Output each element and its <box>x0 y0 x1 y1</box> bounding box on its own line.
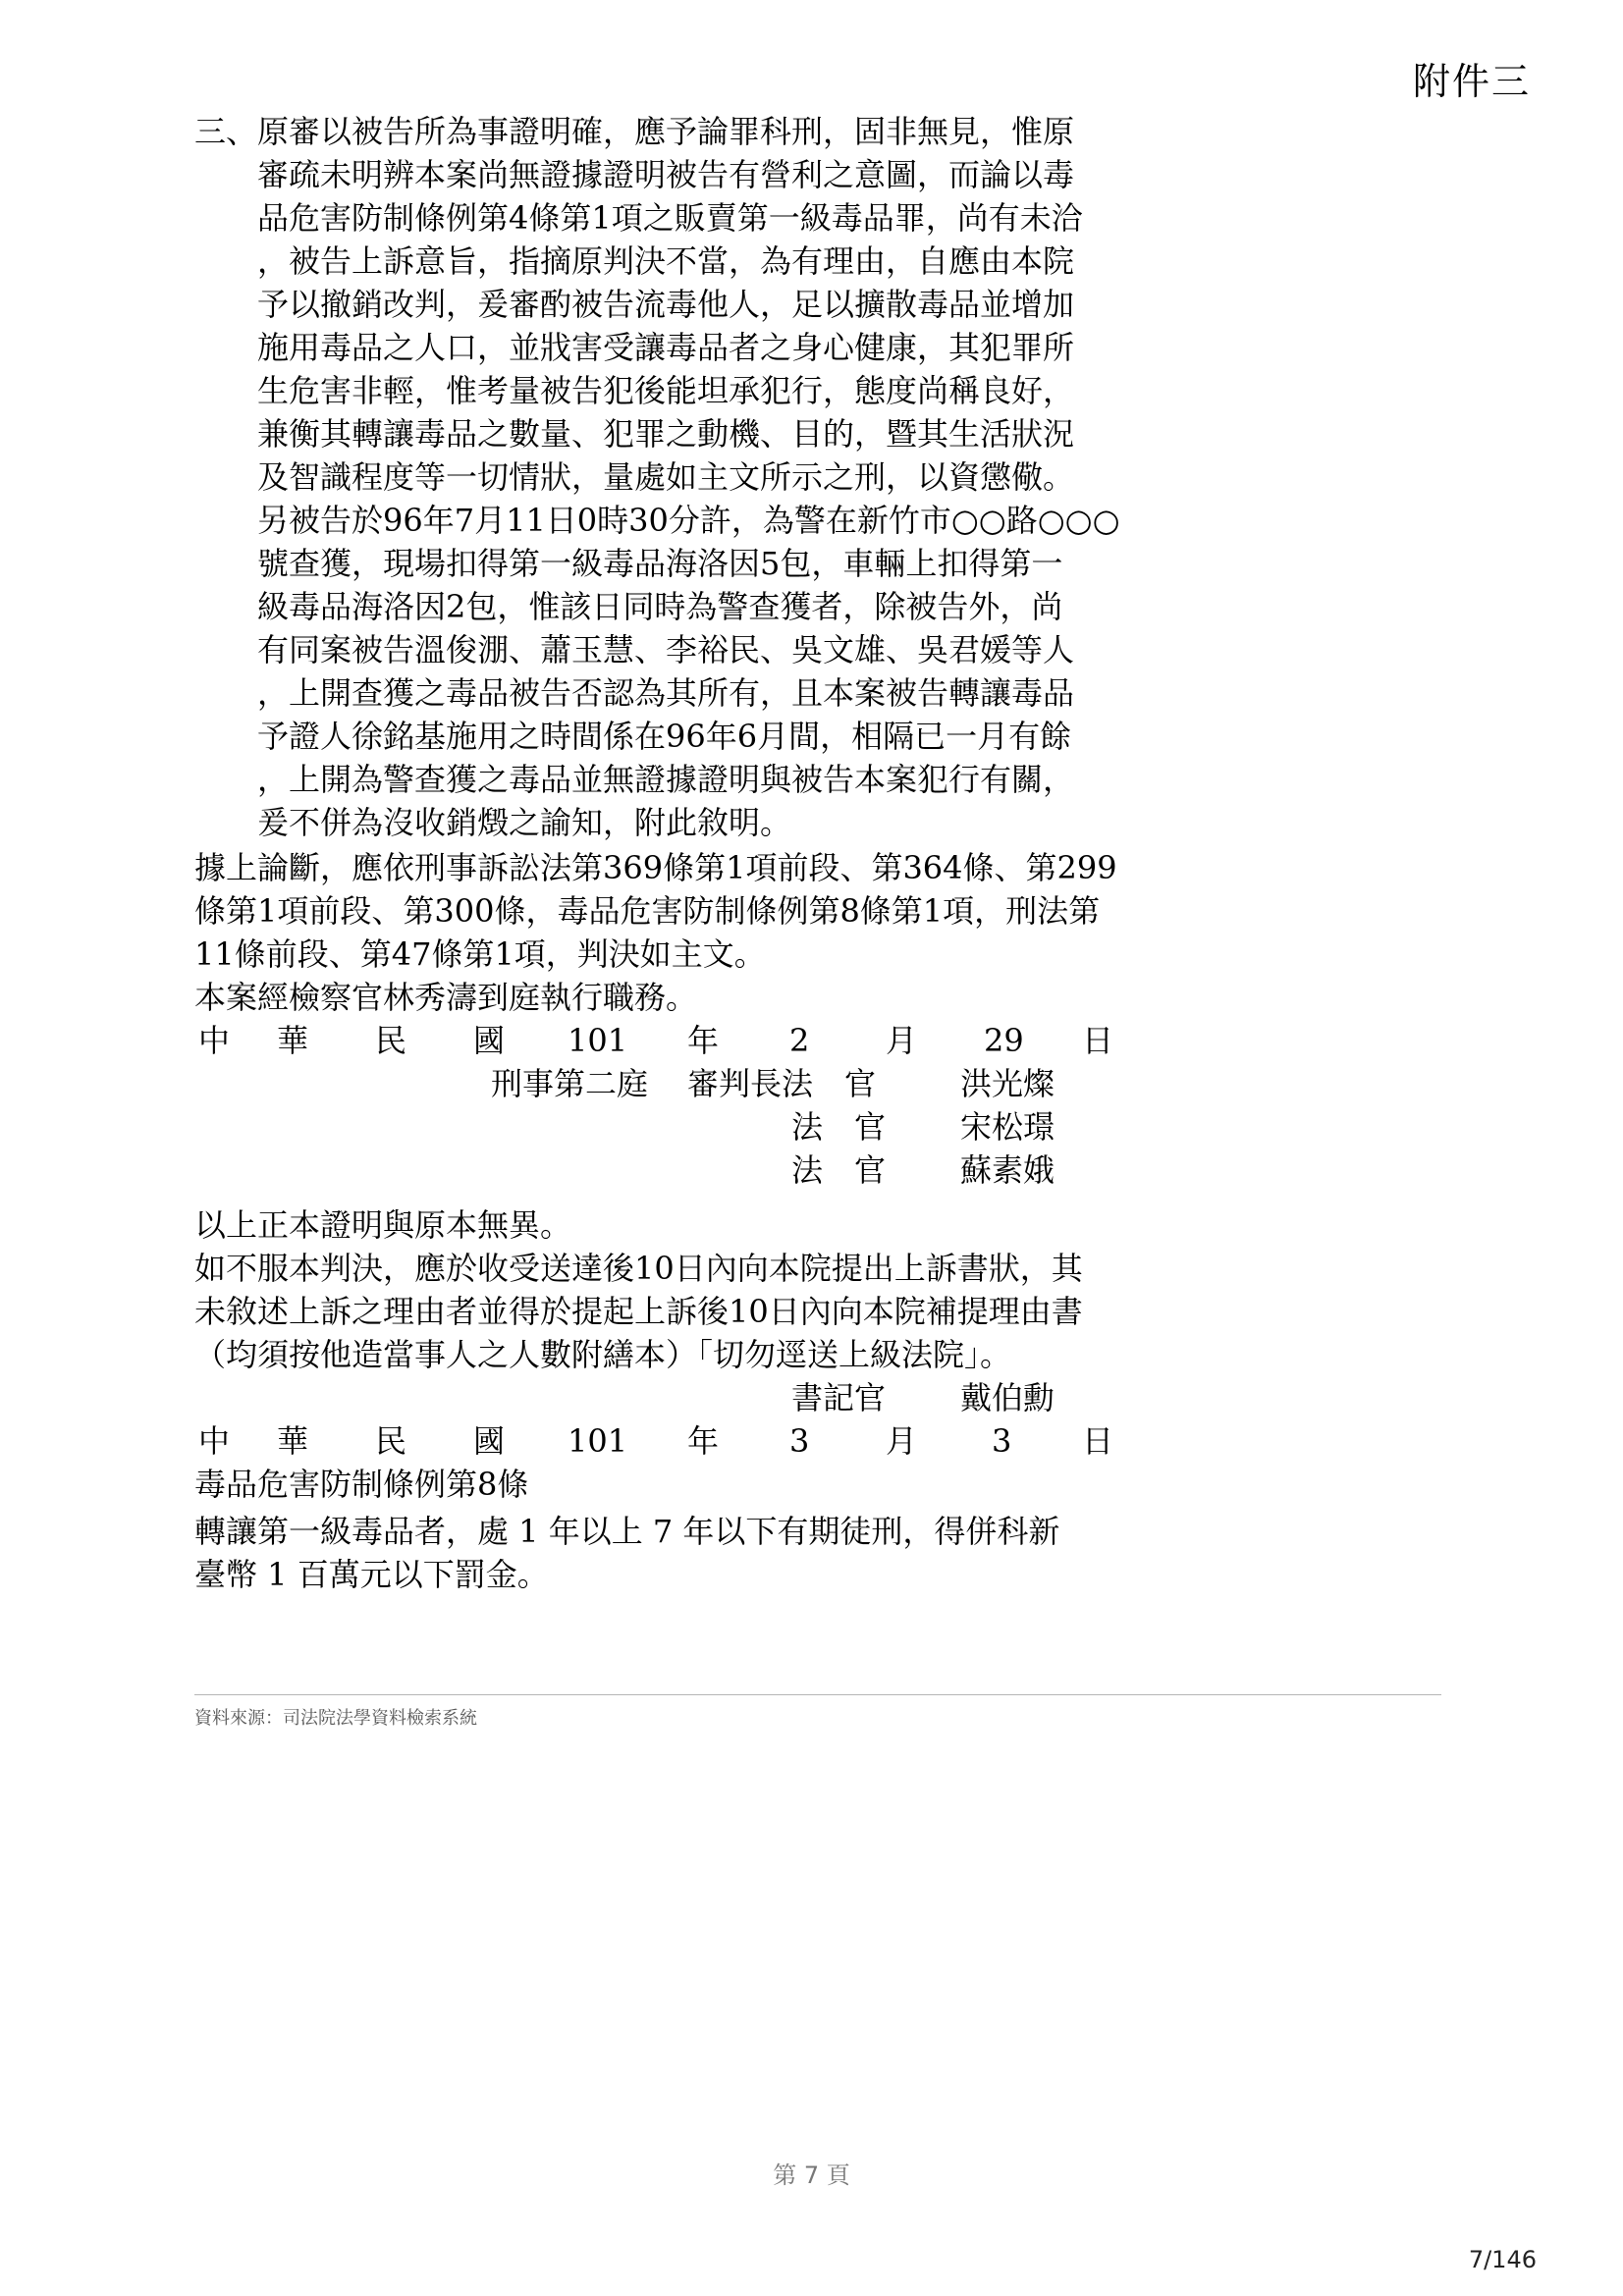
clerk-name: 戴伯勳 <box>960 1379 1055 1416</box>
notice-line: 未敘述上訴之理由者並得於提起上訴後10日內向本院補提理由書 <box>194 1293 1083 1330</box>
date-char: 中 <box>198 1422 231 1460</box>
attachment-label: 附件三 <box>1412 60 1531 103</box>
judge-title: 審判長法 官 <box>687 1065 877 1102</box>
body-line: ，上開為警查獲之毒品並無證據證明與被告本案犯行有關， <box>257 761 1075 798</box>
body-line: 有同案被告溫俊淜、蕭玉慧、李裕民、吳文雄、吳君媛等人 <box>257 631 1075 668</box>
body-line: 施用毒品之人口，並戕害受讓毒品者之身心健康，其犯罪所 <box>257 329 1075 366</box>
date-year: 101 <box>568 1022 628 1059</box>
date-char: 民 <box>375 1022 407 1059</box>
body-line: 品危害防制條例第4條第1項之販賣第一級毒品罪，尚有未洽 <box>257 199 1083 237</box>
date-year: 101 <box>568 1422 628 1460</box>
court-division: 刑事第二庭 <box>491 1065 649 1102</box>
date-year-unit: 年 <box>687 1022 720 1059</box>
body-line: ，被告上訴意旨，指摘原判決不當，為有理由，自應由本院 <box>257 242 1075 280</box>
body-line: 級毒品海洛因2包，惟該日同時為警查獲者，除被告外，尚 <box>257 588 1063 625</box>
judge-title: 法 官 <box>791 1108 887 1146</box>
footer-divider <box>194 1694 1441 1695</box>
body-line: 兼衡其轉讓毒品之數量、犯罪之動機、目的，暨其生活狀況 <box>257 415 1075 453</box>
page-count: 7/146 <box>1468 2246 1537 2273</box>
date-char: 國 <box>473 1022 506 1059</box>
body-line: 審疏未明辨本案尚無證據證明被告有營利之意圖，而論以毒 <box>257 156 1075 193</box>
judge-name: 蘇素娥 <box>960 1151 1055 1189</box>
judge-name: 宋松璟 <box>960 1108 1055 1146</box>
notice-line: （均須按他造當事人之人數附繕本）「切勿逕送上級法院」。 <box>194 1336 1012 1373</box>
body-line: 據上論斷，應依刑事訴訟法第369條第1項前段、第364條、第299 <box>194 849 1117 886</box>
date-day: 29 <box>984 1022 1024 1059</box>
judge-row <box>194 1148 1137 1192</box>
body-line: 爰不併為沒收銷燬之諭知，附此敘明。 <box>257 804 792 841</box>
notice-line: 如不服本判決，應於收受送達後10日內向本院提出上訴書狀，其 <box>194 1250 1083 1287</box>
date-char: 華 <box>277 1422 309 1460</box>
source-note: 資料來源：司法院法學資料檢索系統 <box>194 1708 477 1729</box>
judge-row <box>194 1105 1137 1148</box>
date-month: 2 <box>789 1022 810 1059</box>
statute-title: 毒品危害防制條例第8條 <box>194 1466 529 1503</box>
body-line: 生危害非輕，惟考量被告犯後能坦承犯行，態度尚稱良好， <box>257 372 1075 409</box>
clerk-row <box>194 1376 1137 1419</box>
date-day-unit: 日 <box>1082 1422 1114 1460</box>
body-line: 號查獲，現場扣得第一級毒品海洛因5包，車輛上扣得第一 <box>257 545 1063 582</box>
body-line: 另被告於96年7月11日0時30分許，為警在新竹市○○路○○○ <box>257 502 1120 539</box>
judge-title: 法 官 <box>791 1151 887 1189</box>
body-line: 予證人徐銘基施用之時間係在96年6月間，相隔已一月有餘 <box>257 718 1072 755</box>
statute-line: 轉讓第一級毒品者，處 1 年以上 7 年以下有期徒刑，得併科新 <box>194 1513 1060 1550</box>
judge-name: 洪光燦 <box>960 1065 1055 1102</box>
date-month: 3 <box>789 1422 810 1460</box>
page-number: 第 7 頁 <box>773 2162 850 2189</box>
statute-line: 臺幣 1 百萬元以下罰金。 <box>194 1556 549 1593</box>
body-line: 11條前段、第47條第1項，判決如主文。 <box>194 935 766 973</box>
judgment-date <box>194 1019 1137 1062</box>
body-line: 三、原審以被告所為事證明確，應予論罪科刑，固非無見，惟原 <box>194 113 1075 150</box>
date-year-unit: 年 <box>687 1422 720 1460</box>
body-line: 本案經檢察官林秀濤到庭執行職務。 <box>194 979 698 1016</box>
date-char: 中 <box>198 1022 231 1059</box>
issue-date <box>194 1419 1137 1463</box>
body-line: 及智識程度等一切情狀，量處如主文所示之刑，以資懲儆。 <box>257 458 1075 496</box>
date-char: 國 <box>473 1422 506 1460</box>
body-line: 條第1項前段、第300條，毒品危害防制條例第8條第1項，刑法第 <box>194 892 1101 930</box>
clerk-title: 書記官 <box>791 1379 887 1416</box>
body-line: ，上開查獲之毒品被告否認為其所有，且本案被告轉讓毒品 <box>257 674 1075 712</box>
notice-line: 以上正本證明與原本無異。 <box>194 1206 572 1244</box>
date-month-unit: 月 <box>886 1422 918 1460</box>
date-day-unit: 日 <box>1082 1022 1114 1059</box>
body-line: 予以撤銷改判，爰審酌被告流毒他人，足以擴散毒品並增加 <box>257 286 1075 323</box>
date-char: 民 <box>375 1422 407 1460</box>
presiding-judge-row <box>194 1062 1137 1105</box>
date-month-unit: 月 <box>886 1022 918 1059</box>
date-day: 3 <box>992 1422 1012 1460</box>
date-char: 華 <box>277 1022 309 1059</box>
